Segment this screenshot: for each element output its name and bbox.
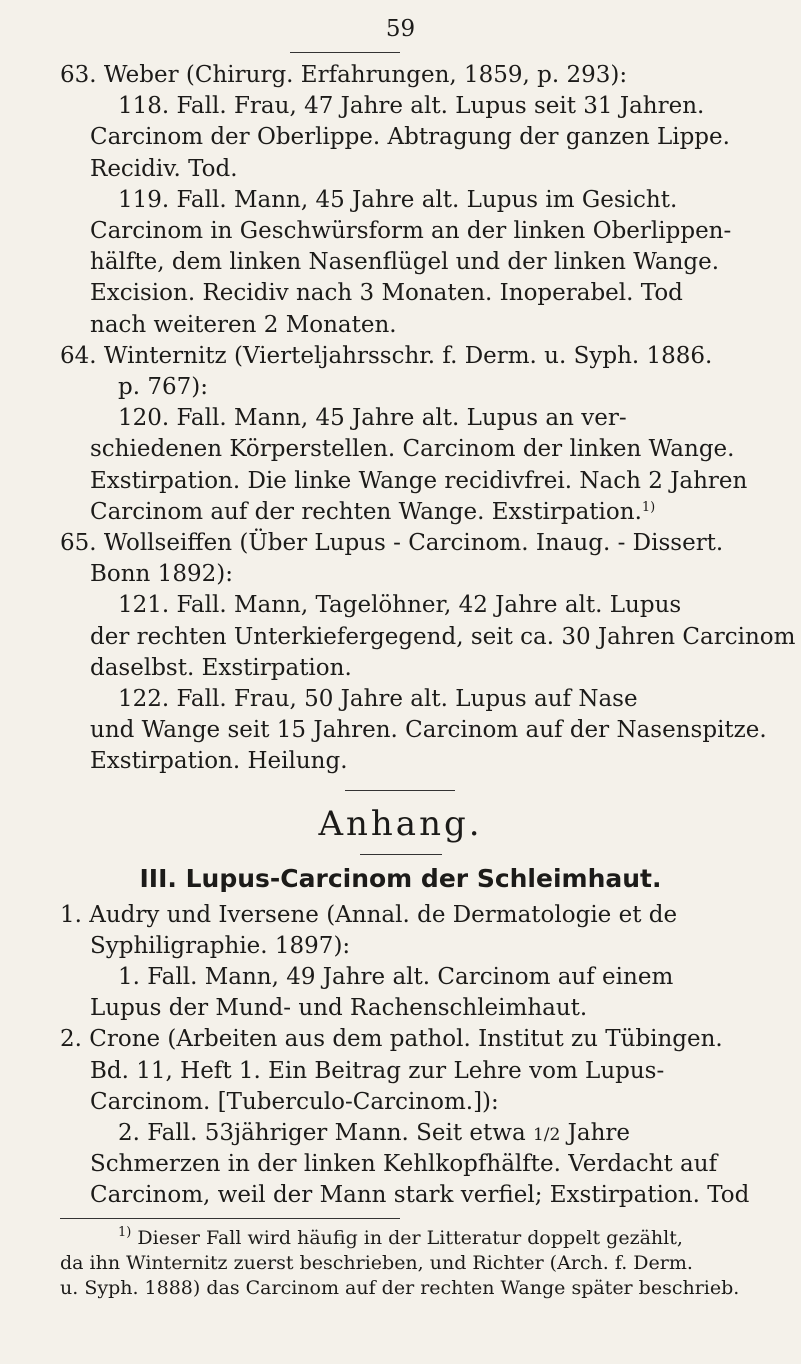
page-number: 59 xyxy=(385,16,416,42)
footnote-marker: 1) xyxy=(118,1224,132,1240)
text-line: nach weiteren 2 Monaten. xyxy=(90,311,397,338)
footnote-line xyxy=(60,1251,693,1276)
footnote-rule xyxy=(60,1218,400,1219)
footnote-line xyxy=(118,1226,683,1251)
text-line: Bonn 1892): xyxy=(90,561,233,588)
divider-rule-top xyxy=(345,790,455,791)
text-line: Carcinom, weil der Mann stark verfiel; Exstirpation. Tod xyxy=(90,1182,750,1209)
text-line: Recidiv. Tod. xyxy=(90,155,238,182)
text-line: hälfte, dem linken Nasenflügel und der linken Wange. xyxy=(90,249,720,276)
text-line: 122. Fall. Frau, 50 Jahre alt. Lupus auf Nase xyxy=(118,686,638,712)
text-line: daselbst. Exstirpation. xyxy=(90,654,352,681)
section-title: III. Lupus-Carcinom der Schleimhaut. xyxy=(139,863,662,893)
text-line-with-fraction xyxy=(118,1118,630,1150)
text-line: Excision. Recidiv nach 3 Monaten. Inoperabel. Tod xyxy=(90,280,683,307)
text-line: 120. Fall. Mann, 45 Jahre alt. Lupus an ver- xyxy=(118,405,627,432)
text-span: 2. Fall. 53jähriger Mann. Seit etwa xyxy=(118,1120,533,1146)
text-line: p. 767): xyxy=(118,374,208,400)
entry-63-heading: 63. Weber (Chirurg. Erfahrungen, 1859, p. 293): xyxy=(60,62,628,88)
entry-2-heading: 2. Crone (Arbeiten aus dem pathol. Institut zu Tübingen. xyxy=(60,1026,723,1053)
text-span: Dieser Fall wird häufig in der Litteratur doppelt gezählt, xyxy=(131,1226,683,1249)
text-line: der rechten Unterkiefergegend, seit ca. 30 Jahren Carcinom xyxy=(90,623,796,650)
text-line: Bd. 11, Heft 1. Ein Beitrag zur Lehre vom Lupus- xyxy=(90,1057,665,1084)
text-line: 119. Fall. Mann, 45 Jahre alt. Lupus im Gesicht. xyxy=(118,186,678,213)
entry-64-heading: 64. Winternitz (Vierteljahrsschr. f. Derm. u. Syph. 1886. xyxy=(60,342,713,369)
text-line: Lupus der Mund- und Rachenschleimhaut. xyxy=(90,995,588,1022)
text-line: Exstirpation. Die linke Wange recidivfrei. Nach 2 Jahren xyxy=(90,467,748,494)
text-line: Carcinom der Oberlippe. Abtragung der ganzen Lippe. xyxy=(90,124,730,151)
footnote-marker[interactable]: 1) xyxy=(641,499,656,515)
text-line: Carcinom. [Tuberculo-Carcinom.]): xyxy=(90,1088,499,1115)
entry-65-heading: 65. Wollseiffen (Über Lupus - Carcinom. Inaug. - Dissert. xyxy=(60,530,724,556)
appendix-heading: Anhang. xyxy=(318,803,483,844)
text-line: Carcinom in Geschwürsform an der linken Oberlippen- xyxy=(90,218,732,244)
text-line: 118. Fall. Frau, 47 Jahre alt. Lupus seit 31 Jahren. xyxy=(118,93,705,120)
text-line: Schmerzen in der linken Kehlkopfhälfte. Verdacht auf xyxy=(90,1151,718,1178)
text-line: schiedenen Körperstellen. Carcinom der linken Wange. xyxy=(90,436,735,463)
divider-rule-middle xyxy=(360,854,442,855)
page-number-rule xyxy=(290,52,400,53)
text-line: Syphiligraphie. 1897): xyxy=(90,932,351,959)
text-line: und Wange seit 15 Jahren. Carcinom auf der Nasenspitze. xyxy=(90,717,767,744)
text-span: Carcinom auf der rechten Wange. Exstirpation. xyxy=(90,498,642,525)
text-span: da ihn Winternitz zuerst beschrieben, und Richter (Arch. f. Derm. xyxy=(60,1251,693,1274)
text-span: Jahre xyxy=(560,1120,630,1146)
fraction: 1/2 xyxy=(532,1125,561,1145)
entry-1-heading: 1. Audry und Iversene (Annal. de Dermatologie et de xyxy=(60,901,678,928)
footnote-line xyxy=(60,1276,739,1301)
text-line-with-footnote xyxy=(90,497,655,527)
text-line: 1. Fall. Mann, 49 Jahre alt. Carcinom auf einem xyxy=(118,964,674,990)
text-line: 121. Fall. Mann, Tagelöhner, 42 Jahre alt. Lupus xyxy=(118,592,682,619)
text-span: u. Syph. 1888) das Carcinom auf der rechten Wange später beschrieb. xyxy=(60,1276,740,1299)
text-line: Exstirpation. Heilung. xyxy=(90,748,348,775)
